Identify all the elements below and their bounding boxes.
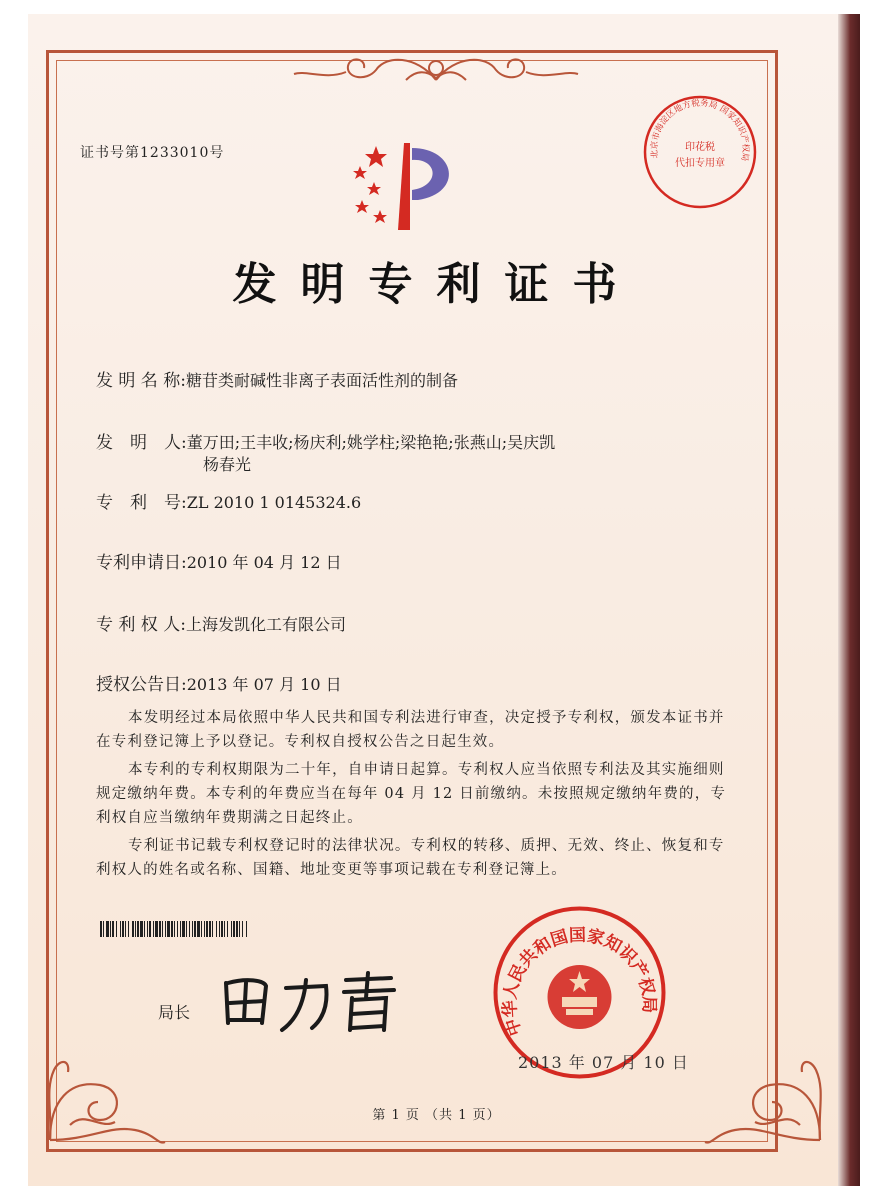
- director-signature: [216, 968, 406, 1038]
- inventors-label: 发 明 人:: [96, 433, 187, 453]
- page-title: 发明专利证书: [232, 259, 641, 310]
- paragraph-1: 本发明经过本局依照中华人民共和国专利法进行审查，决定授予专利权，颁发本证书并在专利登记簿上予以登记。专利权自授权公告之日起生效。: [96, 710, 725, 750]
- patent-number-label: 专 利 号:: [96, 493, 187, 513]
- paragraph-2: 本专利的专利权期限为二十年，自申请日起算。专利权人应当依照专利法及其实施细则规定缴纳年费。本专利的年费应当在每年 04 月 12 日前缴纳。未按照规定缴纳年费的，专利权自应当缴纳年费期满之日起终止。: [96, 762, 727, 826]
- national-emblem-icon: [548, 965, 612, 1029]
- patentee-label: 专 利 权 人:: [96, 615, 186, 635]
- barcode: [100, 921, 346, 937]
- patentee-value: 上海发凯化工有限公司: [185, 615, 346, 634]
- tax-stamp: [640, 92, 760, 212]
- top-ornament: [286, 50, 586, 90]
- grant-date-value: 2013 年 07 月 10 日: [186, 675, 342, 694]
- svg-text:中华人民共和国国家知识产权局: 中华人民共和国国家知识产权局: [500, 925, 659, 1039]
- grant-date-label: 授权公告日:: [96, 675, 187, 695]
- filing-date-label: 专利申请日:: [96, 553, 187, 573]
- inventors-value-2: 杨春光: [203, 455, 252, 474]
- certificate-number: 证书号第1233010号: [80, 145, 225, 161]
- sipo-logo-icon: [346, 138, 476, 233]
- patent-number-value: ZL 2010 1 0145324.6: [186, 493, 362, 512]
- bottom-right-ornament: [700, 1030, 830, 1150]
- director-label: 局长: [158, 1003, 191, 1022]
- bottom-left-ornament: [40, 1030, 170, 1150]
- seal-date: 2013 年 07 月 10 日: [518, 1053, 689, 1072]
- svg-text:代扣专用章: 代扣专用章: [675, 158, 725, 169]
- inventors-row: [96, 428, 555, 453]
- inventors-row-2: [203, 452, 251, 475]
- svg-text:北京市海淀区地方税务局 国家知识产权局: 北京市海淀区地方税务局 国家知识产权局: [649, 98, 751, 162]
- inventors-value: 董万田;王丰收;杨庆利;姚学柱;梁艳艳;张燕山;吴庆凯: [186, 433, 556, 452]
- filing-date-value: 2010 年 04 月 12 日: [186, 553, 342, 572]
- invention-name-label: 发 明 名 称:: [96, 371, 186, 391]
- filing-date-row: [96, 548, 342, 573]
- patent-number-row: [96, 488, 361, 513]
- binding-spine: [838, 14, 860, 1186]
- invention-name-row: [96, 366, 458, 391]
- barcode-bar: [247, 921, 248, 937]
- grant-date-row: [96, 670, 342, 695]
- paragraph-3: 专利证书记载专利权登记时的法律状况。专利权的转移、质押、无效、终止、恢复和专利权人的姓名或名称、国籍、地址变更等事项记载在专利登记簿上。: [96, 838, 725, 878]
- page-number: 第 1 页 （共 1 页）: [372, 1108, 501, 1123]
- svg-text:印花税: 印花税: [685, 142, 715, 153]
- patentee-row: [96, 610, 346, 635]
- invention-name-value: 糖苷类耐碱性非离子表面活性剂的制备: [185, 371, 458, 390]
